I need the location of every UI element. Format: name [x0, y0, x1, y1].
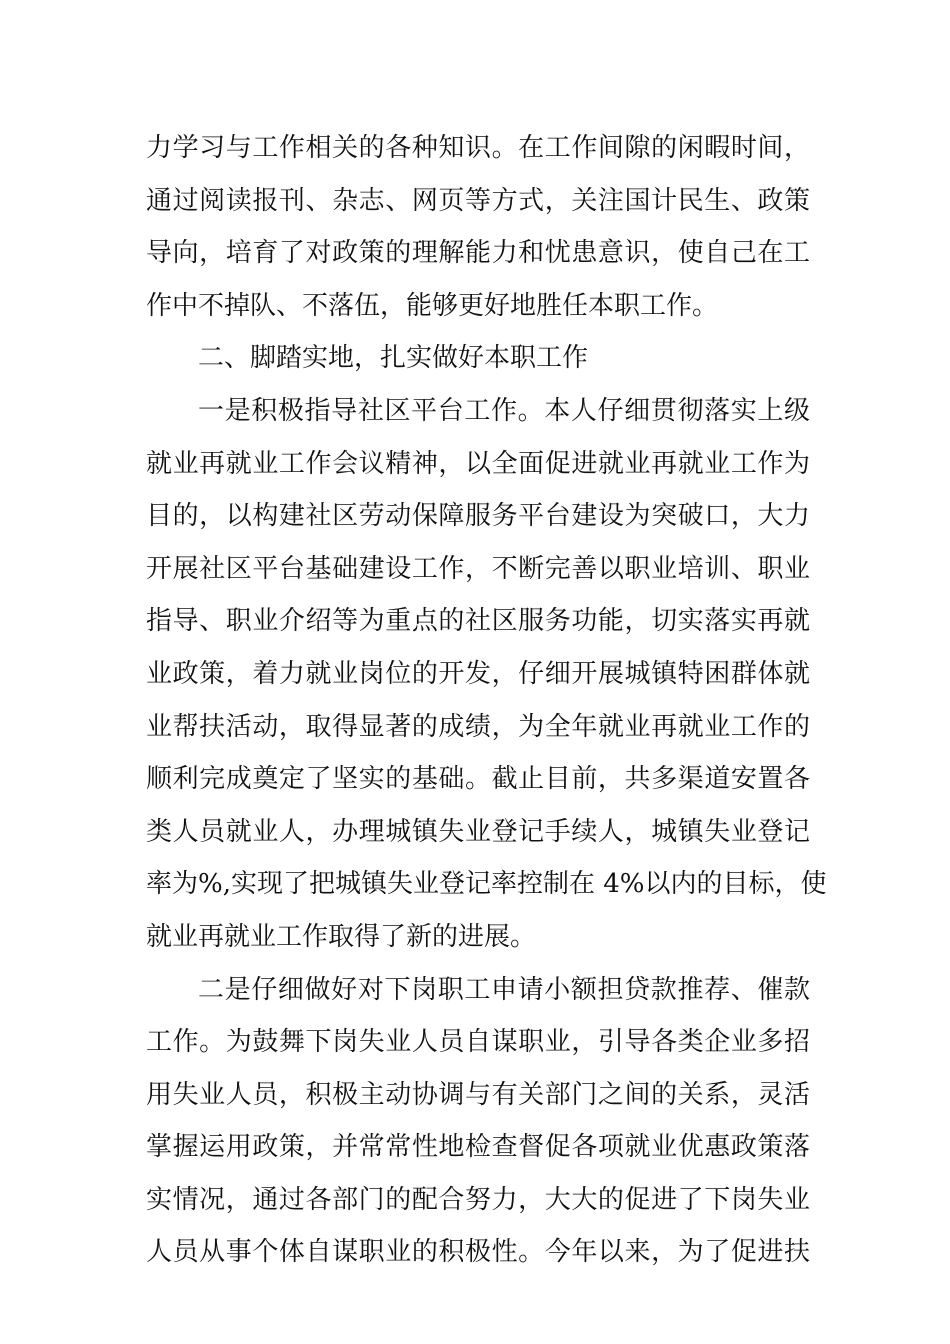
text-line: 作中不掉队、不落伍，能够更好地胜任本职工作。 [146, 290, 719, 321]
text-line: 顺利完成奠定了坚实的基础。截止目前，共多渠道安置各 [146, 764, 810, 795]
text-line: 二是仔细做好对下岗职工申请小额担贷款推荐、催款 [198, 974, 810, 1005]
document-page [146, 122, 827, 1279]
text-line: 实情况，通过各部门的配合努力，大大的促进了下岗失业 [146, 1184, 810, 1215]
text-line: 就业再就业工作取得了新的进展。 [146, 921, 537, 952]
text-line: 开展社区平台基础建设工作，不断完善以职业培训、职业 [146, 553, 810, 584]
text-line: 业帮扶活动，取得显著的成绩，为全年就业再就业工作的 [146, 711, 810, 742]
text-line: 一是积极指导社区平台工作。本人仔细贯彻落实上级 [198, 395, 810, 426]
text-line: 人员从事个体自谋职业的积极性。今年以来，为了促进扶 [146, 1237, 810, 1268]
text-line: 就业再就业工作会议精神，以全面促进就业再就业工作为 [146, 448, 810, 479]
text-line: 指导、职业介绍等为重点的社区服务功能，切实落实再就 [146, 606, 810, 637]
text-line: 用失业人员，积极主动协调与有关部门之间的关系，灵活 [146, 1079, 810, 1110]
text-line: 掌握运用政策，并常常性地检查督促各项就业优惠政策落 [146, 1132, 810, 1163]
text-line: 工作。为鼓舞下岗失业人员自谋职业，引导各类企业多招 [146, 1027, 810, 1058]
text-line: 导向，培育了对政策的理解能力和忧患意识，使自己在工 [146, 238, 810, 269]
text-line: 类人员就业人，办理城镇失业登记手续人，城镇失业登记 [146, 816, 810, 847]
text-line: 率为%,实现了把城镇失业登记率控制在 4%以内的目标，使 [146, 869, 827, 900]
text-line: 业政策，着力就业岗位的开发，仔细开展城镇特困群体就 [146, 658, 810, 689]
text-line: 力学习与工作相关的各种知识。在工作间隙的闲暇时间， [146, 133, 810, 163]
text-line: 二、脚踏实地，扎实做好本职工作 [198, 343, 589, 374]
text-line: 通过阅读报刊、杂志、网页等方式，关注国计民生、政策 [146, 185, 810, 216]
text-line: 目的，以构建社区劳动保障服务平台建设为突破口，大力 [146, 501, 810, 532]
